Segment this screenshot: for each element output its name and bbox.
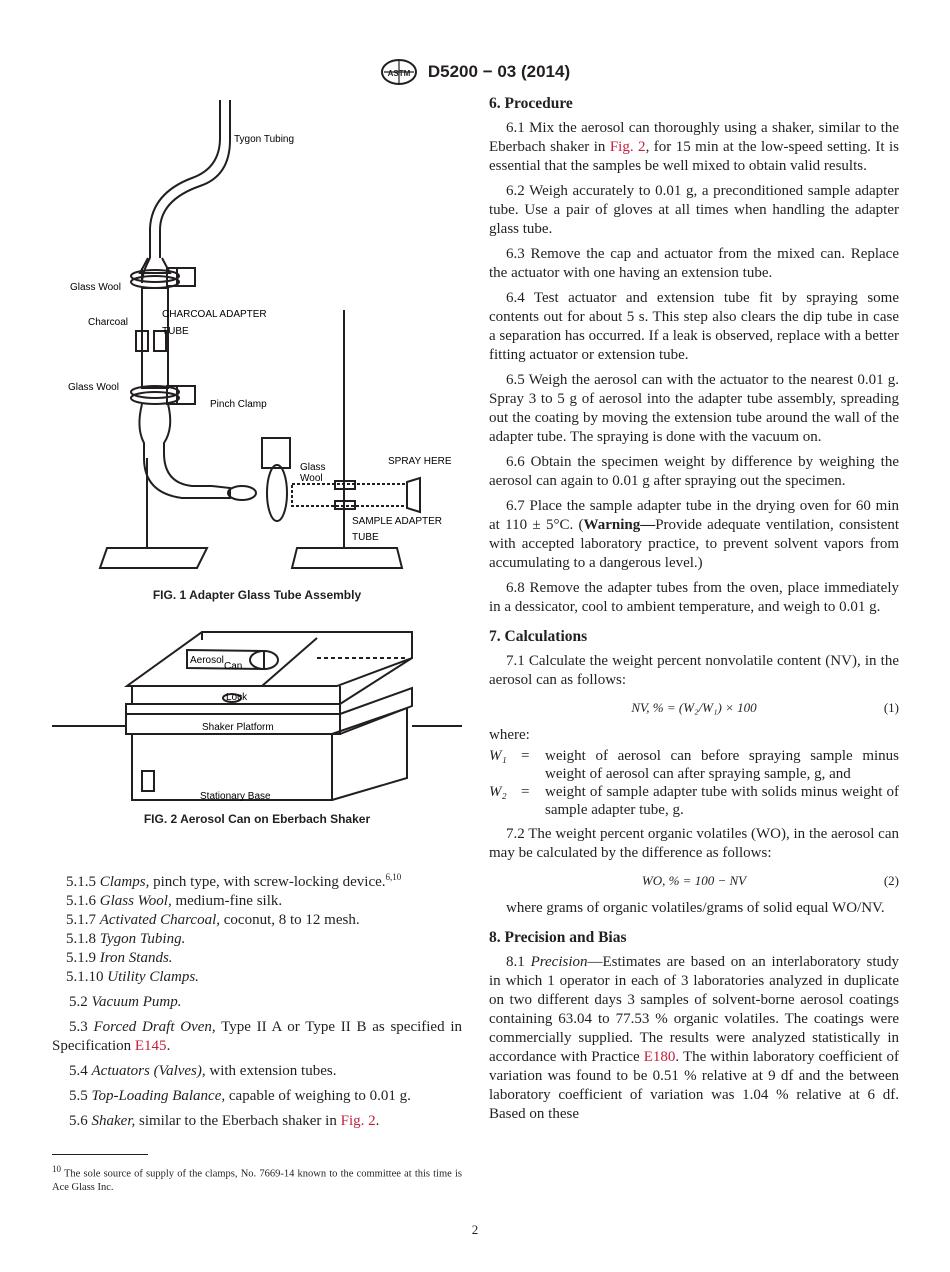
sample-adapter-tube <box>292 484 407 506</box>
standard-designation: D5200 − 03 (2014) <box>427 62 571 81</box>
list-item-5-1-10: 5.1.10 Utility Clamps. <box>66 969 199 985</box>
para-5-4: 5.4 Actuators (Valves), with extension tubes. <box>69 1063 337 1079</box>
list-item-5-1-8: 5.1.8 Tygon Tubing. <box>66 931 186 947</box>
label-glass: Glass <box>300 462 326 473</box>
section-8-heading: 8. Precision and Bias <box>489 929 627 946</box>
figure-2-caption: FIG. 2 Aerosol Can on Eberbach Shaker <box>143 812 371 826</box>
label-charcoal: Charcoal <box>88 317 129 328</box>
label-charcoal-adapter: CHARCOAL ADAPTER <box>162 309 267 320</box>
para-6-5: 6.5 Weigh the aerosol can with the actuator to the nearest 0.01 g. Spray 3 to 5 g of aerosol into the adapter tube assembly, spreading out the coating by moving the extension tube around the wall of the adapter tube. The spraying is done with the vacuum on. <box>489 372 899 445</box>
label-aerosol: Aerosol <box>190 655 224 666</box>
label-shaker-platform: Shaker Platform <box>202 722 274 733</box>
label-sample-adapter: SAMPLE ADAPTER <box>352 516 443 527</box>
label-tygon-tubing: Tygon Tubing <box>234 134 295 145</box>
label-lock: Lock <box>226 692 248 703</box>
label-spray-here: SPRAY HERE <box>388 456 452 467</box>
para-5-5: 5.5 Top-Loading Balance, capable of weighing to 0.01 g. <box>69 1088 411 1104</box>
astm-logo-icon <box>380 58 418 86</box>
logo-text: ASTM <box>387 69 411 78</box>
list-item-5-1-5: 5.1.5 Clamps, pinch type, with screw-locking device.$^{6,10}$ <box>66 872 402 890</box>
figure-1-adapter-glass-tube-assembly <box>52 98 462 588</box>
section-6-heading: 6. Procedure <box>489 95 573 112</box>
para-6-1: 6.1 Mix the aerosol can thoroughly using a shaker, similar to the Eberbach shaker in Fig. 2, for 15 min at the low-speed setting. It is essential that the samples be well mixed to obtain valid results. <box>489 120 899 174</box>
section-7-heading: 7. Calculations <box>489 628 588 645</box>
right-stand-base <box>292 548 402 568</box>
label-tube-1: TUBE <box>162 326 189 337</box>
label-wool: Wool <box>300 473 323 484</box>
left-stand-base <box>100 548 207 568</box>
label-pinch-clamp: Pinch Clamp <box>210 399 267 410</box>
label-can: Can <box>224 661 243 672</box>
para-7-2-where: where grams of organic volatiles/grams of solid equal WO/NV. <box>506 900 885 916</box>
list-item-5-1-6: 5.1.6 Glass Wool, medium-fine silk. <box>66 893 283 909</box>
para-6-6: 6.6 Obtain the specimen weight by difference by weighing the aerosol can again to 0.01 g after spraying out the specimen. <box>489 454 899 489</box>
para-5-2: 5.2 Vacuum Pump. <box>69 994 182 1010</box>
link-fig-2[interactable]: Fig. 2 <box>609 139 646 155</box>
label-tube-2: TUBE <box>352 532 379 543</box>
para-7-2: 7.2 The weight percent organic volatiles (WO), in the aerosol can may be calculated by the difference as follows: <box>489 826 899 861</box>
para-6-7: 6.7 Place the sample adapter tube in the drying oven for 60 min at 110 ± 5°C. (Warning—Provide adequate ventilation, consistent with accepted laboratory practice, to prevent solvent vapors from accumulating to a dangerous level.) <box>489 498 900 571</box>
list-item-5-1-9: 5.1.9 Iron Stands. <box>66 950 173 966</box>
variable-definitions <box>489 747 899 819</box>
where-label: where: <box>489 727 530 743</box>
link-e145[interactable]: E145 <box>134 1038 167 1054</box>
footnote-rule <box>52 1154 148 1155</box>
right-column-text <box>489 94 899 1130</box>
link-e180[interactable]: E180 <box>643 1049 676 1065</box>
para-6-8: 6.8 Remove the adapter tubes from the oven, place immediately in a dessicator, cool to ambient temperature, and weigh to 0.01 g. <box>489 580 899 615</box>
para-5-6: 5.6 Shaker, similar to the Eberbach shaker in Fig. 2. <box>69 1113 380 1129</box>
label-stationary-base: Stationary Base <box>200 791 271 802</box>
equation-1: NV, % = (W₂/W₁) × 100 (1) <box>631 700 899 715</box>
link-fig-2-left[interactable]: Fig. 2 <box>340 1113 376 1129</box>
para-8-1: 8.1 Precision—Estimates are based on an interlaboratory study in which 1 operator in each of 3 laboratories analyzed in duplicate on two different days 3 samples of solvent-borne aerosol coatings containing 63.04 to 77.53 % organic volatiles. The coatings were commercially supplied. The results were analyzed statistically in accordance with Practice E180. The within laboratory coefficient of variation was found to be 0.51 % relative at 9 df and the between laboratory coefficient of variation was 1.04 % relative at 6 df. Based on these <box>489 954 900 1122</box>
para-7-1: 7.1 Calculate the weight percent nonvolatile content (NV), in the aerosol can as follows: <box>489 653 899 688</box>
para-6-4: 6.4 Test actuator and extension tube fit by spraying some contents out for about 5 s. This step also clears the dip tube in case a separation has occurred. If a leak is observed, replace with a better fitting actuator or extension tube. <box>489 290 899 363</box>
list-item-5-1-7: 5.1.7 Activated Charcoal, coconut, 8 to 12 mesh. <box>66 912 360 928</box>
page-number: 2 <box>471 1222 479 1237</box>
pinch-clamp <box>167 386 195 404</box>
page-header <box>0 58 950 86</box>
para-6-3: 6.3 Remove the cap and actuator from the mixed can. Replace the actuator with one having an extension tube. <box>489 246 899 281</box>
left-column-text <box>52 868 462 1137</box>
label-glass-wool-bottom: Glass Wool <box>68 382 119 393</box>
label-glass-wool-top: Glass Wool <box>70 282 121 293</box>
para-5-3: 5.3 Forced Draft Oven, Type II A or Type II B as specified in Specification E145. <box>52 1019 462 1054</box>
figure-2-eberbach-shaker <box>52 628 462 808</box>
para-6-2: 6.2 Weigh accurately to 0.01 g, a preconditioned sample adapter tube. Use a pair of gloves at all times when handling the adapter glass tube. <box>489 183 899 237</box>
footnote-10: $^{10}$ The sole source of supply of the clamps, No. 7669-14 known to the committee at this time is Ace Glass Inc. <box>52 1164 462 1193</box>
def-w2: W₂ = weight of sample adapter tube with solids minus weight of sample adapter tube, g. <box>489 784 899 818</box>
def-w1: W₁ = weight of aerosol can before spraying sample minus weight of aerosol can after spraying sample, g, and <box>489 748 899 782</box>
equation-2: WO, % = 100 − NV (2) <box>641 873 899 888</box>
figure-1-caption: FIG. 1 Adapter Glass Tube Assembly <box>152 588 362 602</box>
